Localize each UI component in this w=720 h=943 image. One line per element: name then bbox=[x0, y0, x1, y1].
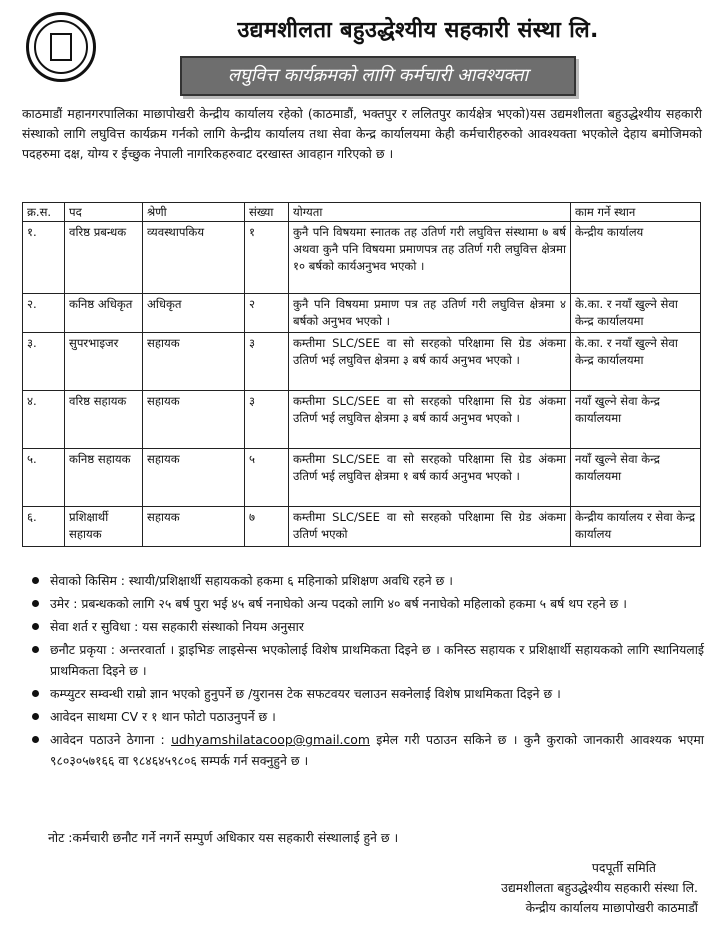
cell-level: सहायक bbox=[143, 449, 245, 507]
cell-level: सहायक bbox=[143, 507, 245, 547]
bullet-dot-icon bbox=[32, 713, 39, 720]
list-item bbox=[30, 683, 704, 704]
cooperative-seal-logo-icon bbox=[26, 12, 96, 82]
bullet-dot-icon bbox=[32, 736, 39, 743]
condition-documents: आवेदन साथमा CV र १ थान फोटो पठाउनुपर्ने छ । bbox=[50, 709, 276, 724]
signature-office: केन्द्रीय कार्यालय माछापोखरी काठमाडौं bbox=[525, 900, 698, 915]
list-item bbox=[30, 706, 704, 727]
list-item bbox=[30, 570, 704, 591]
cell-post: कनिष्ठ अधिकृत bbox=[65, 294, 143, 333]
vacancy-table bbox=[22, 202, 701, 547]
intro-paragraph: काठमाडौं महानगरपालिका माछापोखरी केन्द्रीय कार्यालय रहेको (काठमाडौं, भक्तपुर र ललितपुर कार्यक्षेत्र भएको)यस उद्यमशीलता बहुउद्धेश्यीय सहकारी संस्थाको लागि लघुवित्त कार्यक्रम गर्नको लागि केन्द्रीय कार्यालय तथा सेवा केन्द्र कार्यालयमा केही कर्मचारीहरुको आवश्यक्ता भएकोले देहाय बमोजिमको पदहरुमा दक्ष, योग्य र ईच्छुक नेपाली नागरिकहरुवाट दरखास्त आवहान गरिएको छ । bbox=[22, 106, 702, 161]
list-item bbox=[30, 616, 704, 637]
cell-post: वरिष्ठ प्रबन्धक bbox=[65, 222, 143, 294]
bullet-dot-icon bbox=[32, 600, 39, 607]
cell-location: केन्द्रीय कार्यालय bbox=[571, 222, 701, 294]
signature-block bbox=[501, 858, 698, 918]
address-prefix: आवेदन पठाउने ठेगाना : bbox=[50, 732, 172, 747]
bullet-dot-icon bbox=[32, 646, 39, 653]
list-item bbox=[30, 639, 704, 681]
cell-count: ३ bbox=[245, 391, 289, 449]
bullet-dot-icon bbox=[32, 623, 39, 630]
list-item bbox=[30, 593, 704, 614]
cell-post: वरिष्ठ सहायक bbox=[65, 391, 143, 449]
header bbox=[18, 8, 708, 100]
table-row bbox=[23, 333, 701, 391]
list-item bbox=[30, 729, 704, 771]
condition-selection: छनौट प्रकृया : अन्तरवार्ता । ड्राइभिङ लाइसेन्स भएकोलाई विशेष प्राथमिकता दिइने छ । कनिस्ठ सहायक र प्रशिक्षार्थी सहायकको लागि स्थानियलाई प्राथमिकता दिइने छ । bbox=[50, 642, 704, 678]
table-row bbox=[23, 222, 701, 294]
header-count: संख्या bbox=[245, 203, 289, 222]
cell-level: व्यवस्थापकिय bbox=[143, 222, 245, 294]
cell-qualification: कम्तीमा SLC/SEE वा सो सरहको परिक्षामा सि ग्रेड अंकमा उतिर्ण भई लघुवित्त क्षेत्रमा ३ बर्ष कार्य अनुभव भएको । bbox=[289, 391, 571, 449]
header-sn: क्र.स. bbox=[23, 203, 65, 222]
table-row bbox=[23, 391, 701, 449]
cell-count: १ bbox=[245, 222, 289, 294]
cell-sn: ६. bbox=[23, 507, 65, 547]
cell-qualification: कुनै पनि विषयमा प्रमाण पत्र तह उतिर्ण गरी लघुवित्त क्षेत्रमा ४ बर्षको अनुभव भएको । bbox=[289, 294, 571, 333]
table-row bbox=[23, 507, 701, 547]
cell-count: ७ bbox=[245, 507, 289, 547]
note-text: नोट :कर्मचारी छनौट गर्ने नगर्ने सम्पुर्ण अधिकार यस सहकारी संस्थालाई हुने छ । bbox=[48, 830, 399, 845]
cell-sn: ५. bbox=[23, 449, 65, 507]
signature-committee: पदपूर्ती समिति bbox=[591, 860, 656, 875]
cell-qualification: कुनै पनि विषयमा स्नातक तह उतिर्ण गरी लघुवित्त संस्थामा ७ बर्ष अथवा कुनै पनि विषयमा प्रमाणपत्र तह उतिर्ण गरी लघुवित्त क्षेत्रमा १० बर्षको कार्यअनुभव भएको । bbox=[289, 222, 571, 294]
cell-post: प्रशिक्षार्थी सहायक bbox=[65, 507, 143, 547]
cell-level: सहायक bbox=[143, 391, 245, 449]
condition-age: उमेर : प्रबन्धकको लागि २५ बर्ष पुरा भई ४५ बर्ष ननाघेको अन्य पदको लागि ४० बर्ष ननाघेको महिलाको हकमा ५ बर्ष थप रहने छ । bbox=[50, 596, 627, 611]
signature-org: उद्यमशीलता बहुउद्धेश्यीय सहकारी संस्था लि. bbox=[501, 880, 698, 895]
condition-terms: सेवा शर्त र सुविधा : यस सहकारी संस्थाको नियम अनुसार bbox=[50, 619, 304, 634]
table-row bbox=[23, 294, 701, 333]
cell-count: २ bbox=[245, 294, 289, 333]
email-link[interactable]: udhyamshilatacoop@gmail.com bbox=[171, 732, 370, 747]
condition-service-type: सेवाको किसिम : स्थायी/प्रशिक्षार्थी सहायकको हकमा ६ महिनाको प्रशिक्षण अवधि रहने छ । bbox=[50, 573, 453, 588]
address-suffix: इमेल गरी पठाउन सकिने छ । कुनै कुराको जानकारी आवश्यक भएमा ९८०३०५७१६६ वा ९८४६४५९८०६ सम्पर्क गर्न सक्नुहुने छ । bbox=[50, 732, 704, 768]
organization-title: उद्यमशीलता बहुउद्धेश्यीय सहकारी संस्था लि. bbox=[237, 18, 599, 43]
cell-level: सहायक bbox=[143, 333, 245, 391]
cell-sn: ४. bbox=[23, 391, 65, 449]
cell-post: सुपरभाइजर bbox=[65, 333, 143, 391]
conditions-list bbox=[30, 570, 704, 773]
cell-location: के.का. र नयाँ खुल्ने सेवा केन्द्र कार्यालयमा bbox=[571, 333, 701, 391]
cell-sn: २. bbox=[23, 294, 65, 333]
cell-qualification: कम्तीमा SLC/SEE वा सो सरहको परिक्षामा सि ग्रेड अंकमा उतिर्ण भएको bbox=[289, 507, 571, 547]
cell-location: के.का. र नयाँ खुल्ने सेवा केन्द्र कार्यालयमा bbox=[571, 294, 701, 333]
bullet-dot-icon bbox=[32, 690, 39, 697]
cell-post: कनिष्ठ सहायक bbox=[65, 449, 143, 507]
cell-location: नयाँ खुल्ने सेवा केन्द्र कार्यालयमा bbox=[571, 391, 701, 449]
bullet-dot-icon bbox=[32, 577, 39, 584]
header-qualification: योग्यता bbox=[289, 203, 571, 222]
cell-qualification: कम्तीमा SLC/SEE वा सो सरहको परिक्षामा सि ग्रेड अंकमा उतिर्ण भई लघुवित्त क्षेत्रमा १ बर्ष कार्य अनुभव भएको । bbox=[289, 449, 571, 507]
vacancy-banner: लघुवित्त कार्यक्रमको लागि कर्मचारी आवश्यक्ता bbox=[180, 56, 576, 96]
cell-location: केन्द्रीय कार्यालय र सेवा केन्द्र कार्यालय bbox=[571, 507, 701, 547]
cell-qualification: कम्तीमा SLC/SEE वा सो सरहको परिक्षामा सि ग्रेड अंकमा उतिर्ण भई लघुवित्त क्षेत्रमा ३ बर्ष कार्य अनुभव भएको । bbox=[289, 333, 571, 391]
table-row bbox=[23, 449, 701, 507]
cell-sn: १. bbox=[23, 222, 65, 294]
cell-count: ५ bbox=[245, 449, 289, 507]
cell-location: नयाँ खुल्ने सेवा केन्द्र कार्यालयमा bbox=[571, 449, 701, 507]
cell-sn: ३. bbox=[23, 333, 65, 391]
cell-count: ३ bbox=[245, 333, 289, 391]
table-header-row bbox=[23, 203, 701, 222]
header-level: श्रेणी bbox=[143, 203, 245, 222]
condition-computer: कम्प्युटर सम्वन्धी राम्रो ज्ञान भएको हुनुपर्ने छ /युरानस टेक सफटवयर चलाउन सक्नेलाई विशेष प्राथमिकता दिइने छ । bbox=[50, 686, 561, 701]
header-post: पद bbox=[65, 203, 143, 222]
cell-level: अधिकृत bbox=[143, 294, 245, 333]
header-location: काम गर्ने स्थान bbox=[571, 203, 701, 222]
